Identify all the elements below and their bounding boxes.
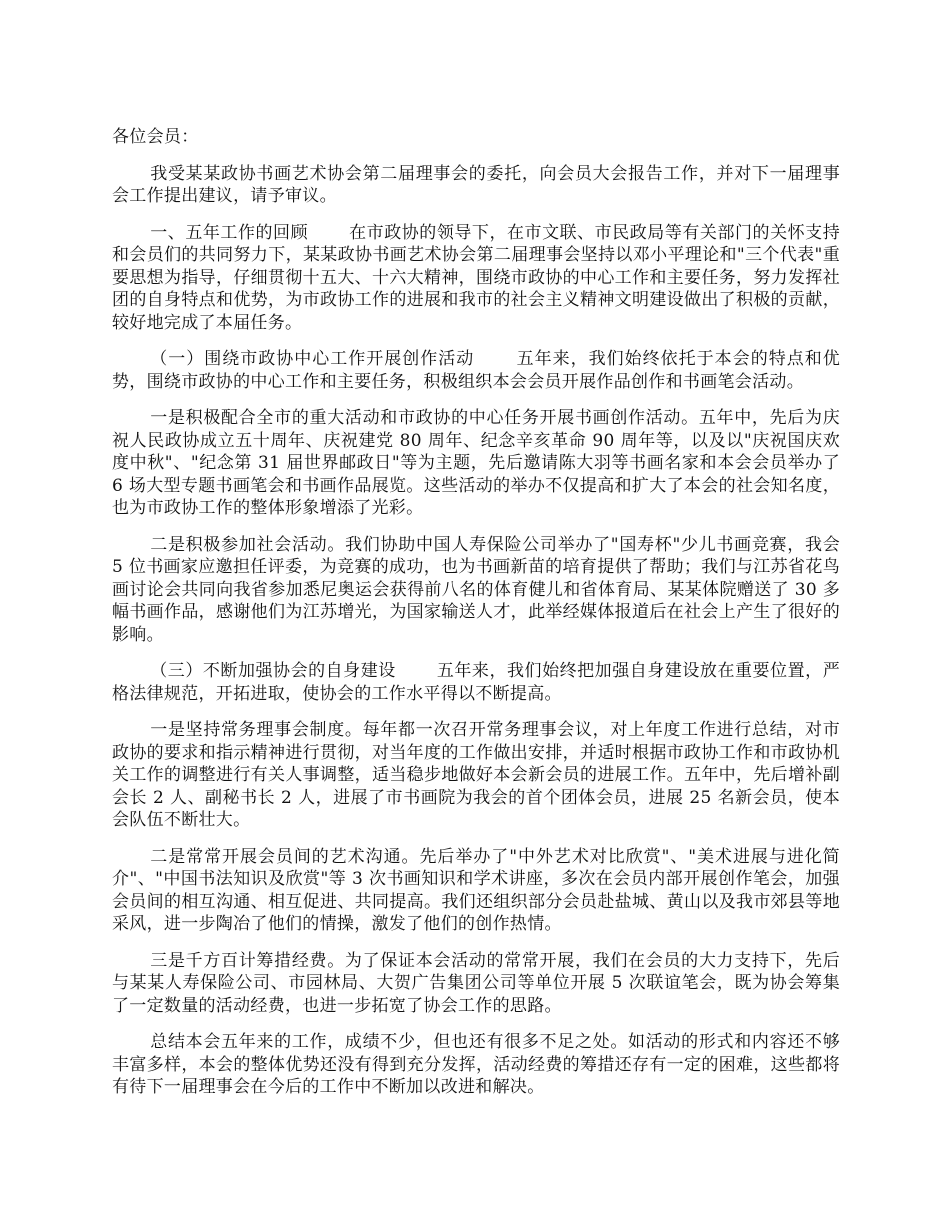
paragraph-review-heading: 一、五年工作的回顾 在市政协的领导下，在市文联、市民政局等有关部门的关怀支持和会员们的共同努力下，某某政协书画艺术协会第二届理事会坚持以邓小平理论和"三个代表"重要思想为指导，仔细贯彻十五大、十六大精神，围绕市政协的中心工作和主要任务，努力发挥社团的自身特点和优势，为市政协工作的进展和我市的社会主义精神文明建设做出了积极的贡献，较好地完成了本届任务。 xyxy=(112,222,840,333)
paragraph-section-one: （一）围绕市政协中心工作开展创作活动 五年来，我们始终依托于本会的特点和优势，围绕市政协的中心工作和主要任务，积极组织本会会员开展作品创作和书画笔会活动。 xyxy=(112,349,840,392)
paragraph-summary: 总结本会五年来的工作，成绩不少，但也还有很多不足之处。如活动的形式和内容还不够丰富多样，本会的整体优势还没有得到充分发挥，活动经费的筹措还存有一定的困难，这些都将有待下一届理事会在今后的工作中不断加以改进和解决。 xyxy=(112,1032,840,1097)
paragraph-item-one: 一是积极配合全市的重大活动和市政协的中心任务开展书画创作活动。五年中，先后为庆祝人民政协成立五十周年、庆祝建党 80 周年、纪念辛亥革命 90 周年等，以及以"庆祝国庆欢度中秋"、"纪念第 31 届世界邮政日"等为主题，先后邀请陈大羽等书画名家和本会会员举办了 6 场大型专题书画笔会和书画作品展览。这些活动的举办不仅提高和扩大了本会的社会知名度，也为市政协工作的整体形象增添了光彩。 xyxy=(112,408,840,518)
salutation: 各位会员： xyxy=(112,127,199,147)
paragraph-intro: 我受某某政协书画艺术协会第二届理事会的委托，向会员大会报告工作，并对下一届理事会工作提出建议，请予审议。 xyxy=(112,163,840,206)
paragraph-funding: 三是千方百计筹措经费。为了保证本会活动的常常开展，我们在会员的大力支持下，先后与某某人寿保险公司、市园林局、大贺广告集团公司等单位开展 5 次联谊笔会，既为协会筹集了一定数量的活动经费，也进一步拓宽了协会工作的思路。 xyxy=(112,950,840,1016)
paragraph-art-exchange: 二是常常开展会员间的艺术沟通。先后举办了"中外艺术对比欣赏"、"美术进展与进化简介"、"中国书法知识及欣赏"等 3 次书画知识和学术讲座，多次在会员内部开展创作笔会，加强会员间的相互沟通、相互促进、共同提高。我们还组织部分会员赴盐城、黄山以及我市郊县等地采风，进一步陶冶了他们的情操，激发了他们的创作热情。 xyxy=(112,846,840,934)
paragraph-item-two: 二是积极参加社会活动。我们协助中国人寿保险公司举办了"国寿杯"少儿书画竞赛，我会 5 位书画家应邀担任评委，为竞赛的成功，也为书画新苗的培育提供了帮助；我们与江苏省花鸟画讨论会共同向我省参加悉尼奥运会获得前八名的体育健儿和省体育局、某某体院赠送了 30 多幅书画作品，感谢他们为江苏增光，为国家输送人才，此举经媒体报道后在社会上产生了很好的影响。 xyxy=(112,534,840,645)
paragraph-council-system: 一是坚持常务理事会制度。每年都一次召开常务理事会议，对上年度工作进行总结，对市政协的要求和指示精神进行贯彻，对当年度的工作做出安排，并适时根据市政协工作和市政协机关工作的调整进行有关人事调整，适当稳步地做好本会新会员的进展工作。五年中，先后增补副会长 2 人、副秘书长 2 人，进展了市书画院为我会的首个团体会员，进展 25 名新会员，使本会队伍不断壮大。 xyxy=(112,720,840,830)
document-body xyxy=(112,126,840,1099)
paragraph-section-three: （三）不断加强协会的自身建设 五年来，我们始终把加强自身建设放在重要位置，严格法律规范，开拓进取，使协会的工作水平得以不断提高。 xyxy=(112,661,840,704)
